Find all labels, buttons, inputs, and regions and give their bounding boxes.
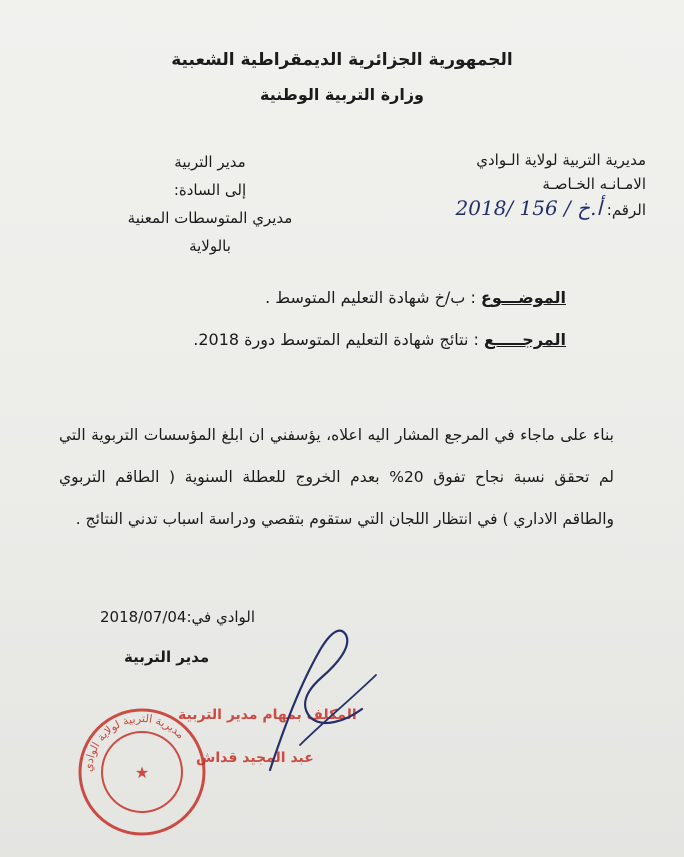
reference-number: 2018/ أ.خ / 156 (455, 196, 602, 220)
handwritten-signature (150, 605, 380, 775)
place-date-label: الوادي في: (186, 608, 256, 626)
reference-label: الرقم: (606, 201, 646, 219)
republic-header: الجمهورية الجزائرية الديمقراطية الشعبية (171, 50, 513, 70)
recipient-intro: إلى السادة: (173, 181, 247, 199)
stamp-line-1: المكلف بمهام مدير التربية (178, 707, 357, 723)
reference-label: المرجـــــع (484, 330, 566, 349)
seal-text: مديرية التربية لولاية الوادي (81, 711, 188, 773)
directorate-name: مديرية التربية لولاية الـوادي (476, 151, 646, 169)
letter-date: 2018/07/04 (100, 608, 187, 626)
reference-line (193, 330, 566, 349)
seal-star: ★ (134, 763, 150, 782)
subject-text: : ب/خ شهادة التعليم المتوسط . (265, 288, 476, 307)
ministry-header: وزارة التربية الوطنية (259, 85, 424, 104)
recipient-addressee: مديري المتوسطات المعنية (127, 209, 293, 227)
reference-number-line (386, 196, 646, 222)
reference-text: : نتائج شهادة التعليم المتوسط دورة 2018. (193, 330, 479, 349)
stamp-line-2: عبد المجيد قداش (196, 750, 314, 766)
signatory-title: مدير التربية (124, 648, 210, 666)
subject-label: الموضـــوع (480, 288, 566, 307)
recipient-location: بالولاية (189, 237, 231, 255)
sender-block (386, 148, 646, 222)
subject-line (265, 288, 566, 307)
sender-title: مدير التربية (174, 153, 246, 171)
recipient-block (95, 148, 325, 260)
body-paragraph: بناء على ماجاء في المرجع المشار اليه اعلاه، يؤسفني ان ابلغ المؤسسات التربوية التي لم تحقق نسبة نجاح تفوق 20% بعدم الخروج للعطلة السنوية ( الطاقم التربوي والطاقم الاداري ) في انتظار اللجان التي ستقوم بتقصي ودراسة اسباب تدني النتائج . (59, 425, 615, 528)
secretariat-name: الامـانـه الخـاصـة (542, 175, 646, 193)
